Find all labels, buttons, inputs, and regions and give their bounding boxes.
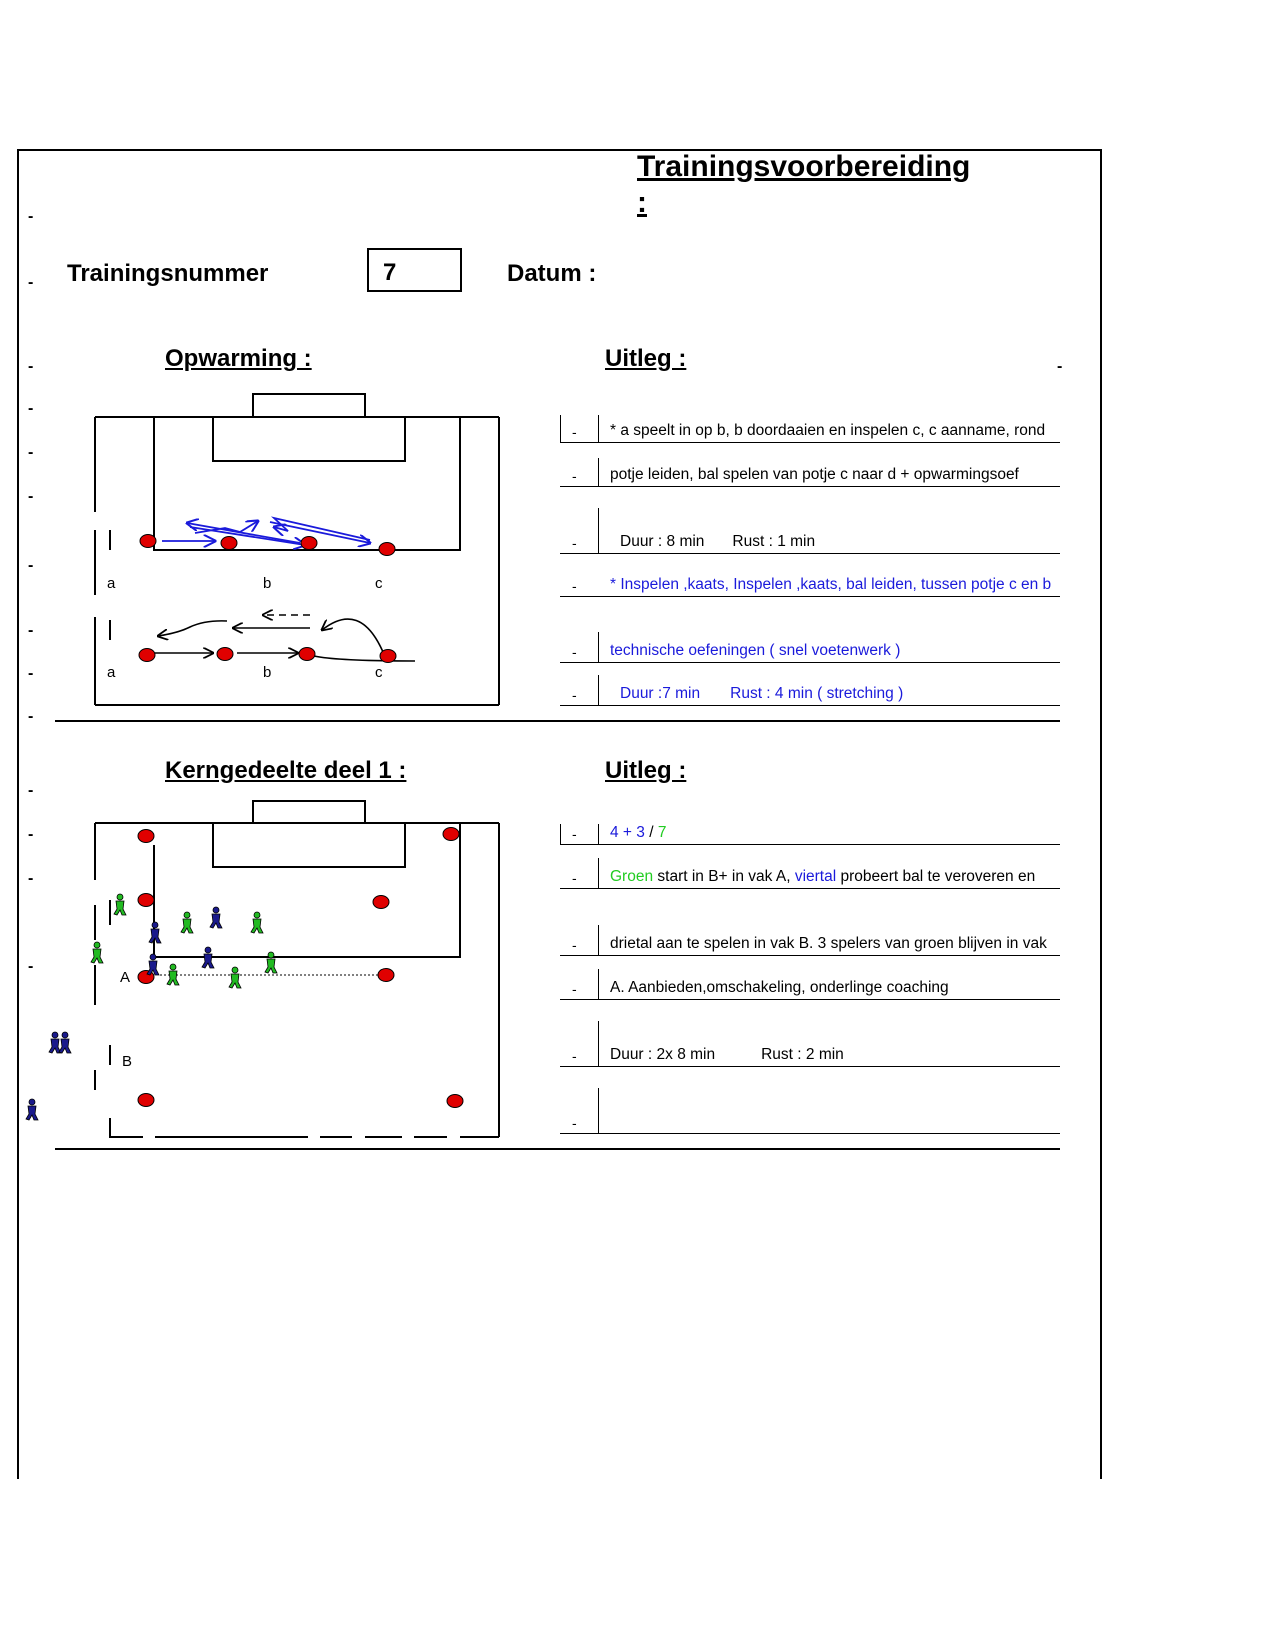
section1-explain-heading: Uitleg : bbox=[605, 345, 687, 372]
green-players bbox=[91, 894, 277, 988]
warmup-row: - technische oefeningen ( snel voetenwerk ) bbox=[560, 596, 1060, 663]
warmup-row: - * a speelt in op b, b doordaaien en inspelen c, c aanname, rond bbox=[560, 415, 1060, 443]
warmup-row: - Duur : 8 min Rust : 1 min bbox=[560, 486, 1060, 554]
diagram-label-b: b bbox=[263, 575, 272, 592]
margin-dash: - bbox=[28, 870, 34, 887]
zone-label-a: A bbox=[120, 969, 131, 986]
warmup-cones bbox=[139, 535, 396, 663]
warmup-field bbox=[95, 394, 499, 705]
training-number-label: Trainingsnummer bbox=[67, 260, 269, 287]
core-row: - A. Aanbieden,omschakeling, onderlinge coaching bbox=[560, 955, 1060, 1000]
margin-dash: - bbox=[28, 958, 34, 975]
blue-players bbox=[26, 907, 222, 1120]
margin-dash: - bbox=[28, 488, 34, 505]
margin-dash: - bbox=[28, 826, 34, 843]
diagram-label-c: c bbox=[375, 664, 383, 681]
margin-dash: - bbox=[28, 274, 34, 291]
margin-dash: - bbox=[28, 400, 34, 417]
section-divider bbox=[55, 720, 1060, 722]
core-row: - bbox=[560, 1066, 1060, 1134]
training-number-box[interactable]: 7 bbox=[367, 248, 462, 292]
margin-dash: - bbox=[28, 622, 34, 639]
warmup-blue-arrows bbox=[162, 518, 370, 545]
zone-label-b: B bbox=[122, 1053, 133, 1070]
section2-explain-heading: Uitleg : bbox=[605, 757, 687, 784]
diagram-label-a: a bbox=[107, 575, 116, 592]
page-title-colon: : bbox=[637, 186, 647, 219]
warmup-black-arrows bbox=[155, 615, 415, 661]
diagram-label-a: a bbox=[107, 664, 116, 681]
diagram-label-c: c bbox=[375, 575, 383, 592]
section1-heading: Opwarming : bbox=[165, 345, 312, 372]
margin-dash: - bbox=[1057, 358, 1063, 375]
margin-dash: - bbox=[28, 444, 34, 461]
core-row: - drietal aan te spelen in vak B. 3 spelers van groen blijven in vak bbox=[560, 888, 1060, 956]
warmup-row: - potje leiden, bal spelen van potje c naar d + opwarmingsoef bbox=[560, 442, 1060, 487]
diagram-label-b: b bbox=[263, 664, 272, 681]
warmup-row: - * Inspelen ,kaats, Inspelen ,kaats, bal leiden, tussen potje c en b bbox=[560, 553, 1060, 597]
margin-dash: - bbox=[28, 557, 34, 574]
core-cones bbox=[138, 828, 463, 1108]
warmup-row-left-border bbox=[560, 415, 561, 442]
date-label: Datum : bbox=[507, 260, 597, 287]
core-row: - Groen start in B+ in vak A, viertal probeert bal te veroveren en bbox=[560, 844, 1060, 889]
warmup-row: - Duur :7 min Rust : 4 min ( stretching ) bbox=[560, 662, 1060, 706]
page-title: Trainingsvoorbereiding bbox=[637, 150, 971, 183]
core-row: - 4 + 3 / 7 bbox=[560, 824, 1060, 845]
section2-heading: Kerngedeelte deel 1 : bbox=[165, 757, 407, 784]
margin-dash: - bbox=[28, 708, 34, 725]
margin-dash: - bbox=[28, 358, 34, 375]
margin-dash: - bbox=[28, 208, 34, 225]
core-row: - Duur : 2x 8 min Rust : 2 min bbox=[560, 999, 1060, 1067]
margin-dash: - bbox=[28, 665, 34, 682]
section-divider bbox=[55, 1148, 1060, 1150]
margin-dash: - bbox=[28, 782, 34, 799]
